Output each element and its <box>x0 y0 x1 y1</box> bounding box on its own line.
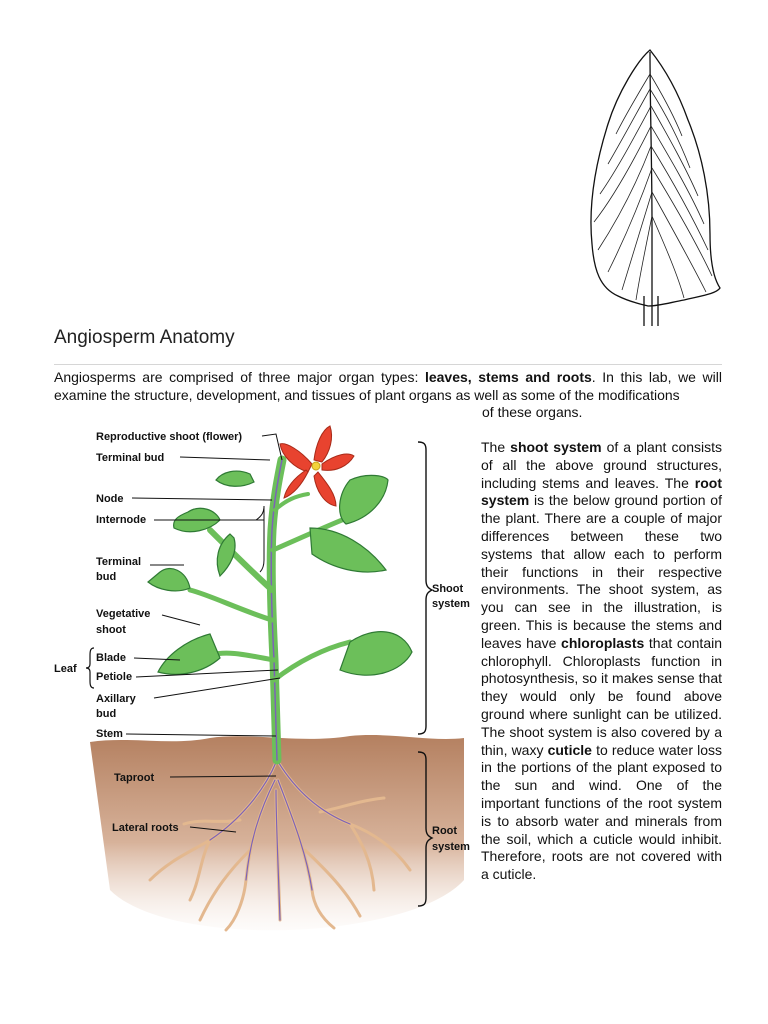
label-terminal-bud-1: Terminal bud <box>96 452 165 464</box>
label-leaf: Leaf <box>54 663 77 675</box>
body-text-5: to reduce water loss in the portions of the plant exposed to the sun and wind. One of the important functions of the root system is to absorb water and minerals from the soil, which a cuticle would inhibit. Therefore, roots are not covered with a cuticle. <box>481 741 723 883</box>
label-axillary-bud-line2: bud <box>96 708 117 720</box>
label-lateral-roots: Lateral roots <box>112 822 179 834</box>
leaf-brace <box>86 648 94 688</box>
leaves-drawing <box>148 471 412 675</box>
page-title: Angiosperm Anatomy <box>54 327 235 348</box>
body-text-1: The <box>481 439 511 455</box>
body-text-3: is the below ground portion of the plant. There are a couple of major differences between these two systems that allow each to perform their functions in their respective environments. The shoot system, as you can see in the illustration, is green. This is because the stems and leaves have <box>481 492 722 651</box>
body-text-2: of a plant consists of all the above ground structures, including stems and leaves. The <box>481 439 723 491</box>
label-shoot-system-line2: system <box>432 598 470 610</box>
term-chloroplasts: chloroplasts <box>561 634 645 651</box>
label-root-system-line2: system <box>432 841 470 853</box>
intro-text-2: . In this lab, we will examine the structure, development, and tissues of plant organs as well as some of the modifications <box>54 369 722 403</box>
intro-text-1: Angiosperms are comprised of three major organ types: <box>54 369 425 385</box>
term-shoot-system: shoot system <box>510 439 602 455</box>
title-divider <box>54 364 722 365</box>
label-shoot-system-line1: Shoot <box>432 583 464 595</box>
label-axillary-bud-line1: Axillary <box>96 693 136 705</box>
label-vegetative-shoot-line1: Vegetative <box>96 608 151 620</box>
leaf-midrib <box>650 52 652 326</box>
label-terminal-bud-2-line2: bud <box>96 571 117 583</box>
intro-text-3: of these organs. <box>482 404 583 420</box>
leaf-line-drawing <box>578 44 728 326</box>
label-node: Node <box>96 493 124 505</box>
label-root-system-line1: Root <box>432 825 458 837</box>
shoot-root-paragraph <box>481 439 722 884</box>
label-stem: Stem <box>96 728 123 740</box>
body-text-4: that contain chlorophyll. Chloroplasts function in photosynthesis, so it makes sense that they would only be found above ground where sunlight can be utilized. The shoot system is also covered by a thin, waxy <box>481 634 723 758</box>
plant-anatomy-diagram <box>50 420 472 960</box>
intro-bold-organs: leaves, stems and roots <box>424 369 592 385</box>
label-internode: Internode <box>96 514 147 526</box>
term-cuticle: cuticle <box>547 741 592 758</box>
stem-drawing <box>190 460 350 760</box>
label-reproductive-shoot: Reproductive shoot (flower) <box>96 431 243 443</box>
term-root-system: root system <box>481 474 722 509</box>
label-blade: Blade <box>96 652 126 664</box>
label-vegetative-shoot-line2: shoot <box>96 624 126 636</box>
label-taproot: Taproot <box>114 772 155 784</box>
label-terminal-bud-2-line1: Terminal <box>96 556 142 568</box>
label-petiole: Petiole <box>96 671 133 683</box>
intro-paragraph <box>54 369 722 422</box>
